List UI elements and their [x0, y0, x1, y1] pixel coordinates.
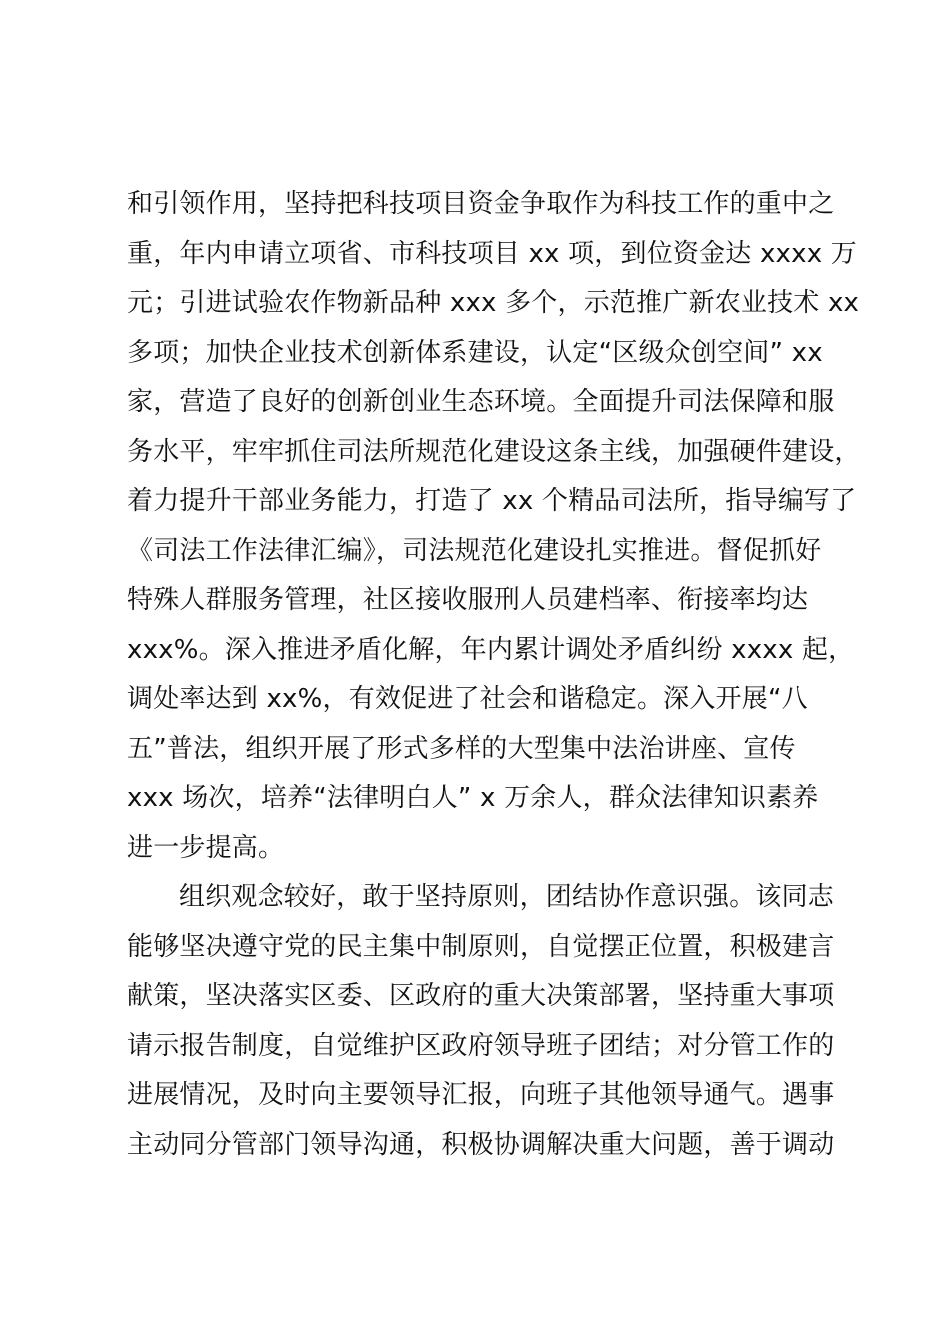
paragraph-line: 能够坚决遵守党的民主集中制原则，自觉摆正位置，积极建言	[127, 931, 835, 962]
paragraph-line: 《司法工作法律汇编》，司法规范化建设扎实推进。督促抓好	[127, 535, 822, 566]
paragraph-line: 多项；加快企业技术创新体系建设，认定“区级众创空间” xx	[127, 337, 823, 368]
paragraph-line: 特殊人群服务管理，社区接收服刑人员建档率、衔接率均达	[127, 585, 809, 615]
paragraph-line: 主动同分管部门领导沟通，积极协调解决重大问题，善于调动	[127, 1129, 835, 1160]
paragraph-line: 重，年内申请立项省、市科技项目 xx 项，到位资金达 xxxx 万	[127, 238, 857, 269]
paragraph-line: 献策，坚决落实区委、区政府的重大决策部署，坚持重大事项	[127, 981, 835, 1011]
paragraph-line: 家，营造了良好的创新创业生态环境。全面提升司法保障和服	[127, 387, 835, 417]
paragraph-line: 元；引进试验农作物新品种 xxx 多个，示范推广新农业技术 xx	[127, 288, 860, 318]
paragraph-line: xxx 场次，培养“法律明白人” x 万余人，群众法律知识素养	[127, 783, 819, 813]
paragraph-line: 务水平，牢牢抓住司法所规范化建设这条主线，加强硬件建设，	[127, 436, 861, 467]
document-body	[127, 180, 861, 1170]
paragraph-line: 和引领作用，坚持把科技项目资金争取作为科技工作的重中之	[127, 189, 835, 219]
paragraph-1	[127, 180, 861, 873]
paragraph-line: 进一步提高。	[127, 832, 285, 863]
paragraph-line: 请示报告制度，自觉维护区政府领导班子团结；对分管工作的	[127, 1030, 835, 1061]
paragraph-line: 着力提升干部业务能力，打造了 xx 个精品司法所，指导编写了	[127, 486, 857, 516]
paragraph-line: xxx%。深入推进矛盾化解，年内累计调处矛盾纠纷 xxxx 起，	[127, 634, 855, 665]
paragraph-line: 五”普法，组织开展了形式多样的大型集中法治讲座、宣传	[127, 733, 796, 764]
paragraph-2	[127, 873, 837, 1170]
paragraph-line: 组织观念较好，敢于坚持原则，团结协作意识强。该同志	[179, 882, 835, 912]
paragraph-line: 进展情况，及时向主要领导汇报，向班子其他领导通气。遇事	[127, 1080, 835, 1110]
paragraph-line: 调处率达到 xx%，有效促进了社会和谐稳定。深入开展“八	[127, 684, 808, 714]
